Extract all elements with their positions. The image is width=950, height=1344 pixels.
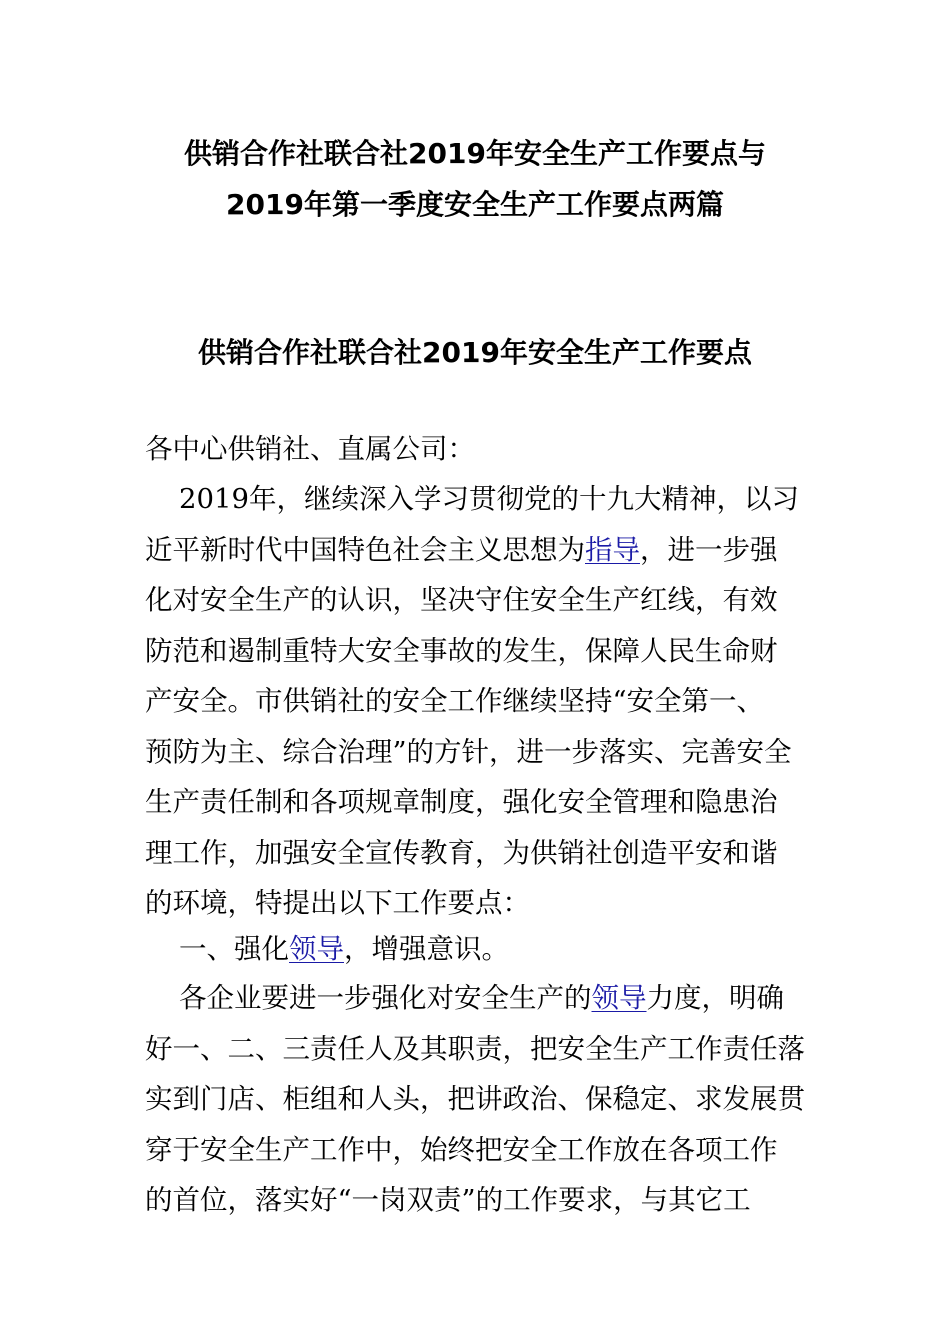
text-segment: 一、强化 bbox=[179, 933, 289, 965]
section-title: 供销合作社联合社2019年安全生产工作要点 bbox=[198, 336, 752, 369]
heading-line bbox=[145, 924, 810, 975]
paragraph-line: 穿于安全生产工作中，始终把安全工作放在各项工作 bbox=[145, 1133, 778, 1166]
paragraph-line: 的首位，落实好“一岗双责”的工作要求，与其它工 bbox=[145, 1184, 751, 1216]
salutation bbox=[145, 424, 810, 475]
paragraph-1 bbox=[145, 474, 810, 929]
paragraph-line: 预防为主、综合治理”的方针，进一步落实、完善安全 bbox=[145, 735, 792, 768]
link-leadership-2[interactable]: 领导 bbox=[591, 982, 647, 1014]
document-title-line-1: 供销合作社联合社2019年安全生产工作要点与 bbox=[184, 137, 766, 170]
section-heading-1 bbox=[145, 924, 810, 975]
paragraph-2 bbox=[145, 973, 810, 1226]
paragraph-line: 理工作，加强安全宣传教育，为供销社创造平安和谐 bbox=[145, 836, 778, 869]
link-guidance[interactable]: 指导 bbox=[585, 533, 640, 566]
salutation-text: 各中心供销社、直属公司： bbox=[145, 433, 475, 465]
paragraph-line: 化对安全生产的认识，坚决守住安全生产红线，有效 bbox=[145, 584, 778, 616]
text-segment: 力度，明确 bbox=[646, 982, 784, 1014]
paragraph-line: 2019年，继续深入学习贯彻党的十九大精神，以习 bbox=[179, 483, 799, 515]
paragraph-line bbox=[145, 973, 810, 1024]
document-title-line-2: 2019年第一季度安全生产工作要点两篇 bbox=[226, 188, 724, 221]
paragraph-line: 的环境，特提出以下工作要点： bbox=[145, 887, 530, 919]
link-leadership[interactable]: 领导 bbox=[289, 933, 344, 965]
paragraph-line: 好一、二、三责任人及其职责，把安全生产工作责任落 bbox=[145, 1032, 805, 1065]
text-segment: ，增强意识。 bbox=[344, 933, 509, 965]
paragraph-line bbox=[145, 525, 810, 576]
paragraph-line: 产安全。市供销社的安全工作继续坚持“安全第一、 bbox=[145, 685, 765, 717]
text-segment: 近平新时代中国特色社会主义思想为 bbox=[145, 533, 585, 566]
paragraph-line: 实到门店、柜组和人头，把讲政治、保稳定、求发展贯 bbox=[145, 1083, 805, 1115]
paragraph-line: 生产责任制和各项规章制度，强化安全管理和隐患治 bbox=[145, 786, 778, 818]
paragraph-line: 防范和遏制重特大安全事故的发生，保障人民生命财 bbox=[145, 634, 778, 667]
text-segment: 各企业要进一步强化对安全生产的 bbox=[179, 982, 592, 1014]
text-segment: ，进一步强 bbox=[640, 533, 778, 566]
